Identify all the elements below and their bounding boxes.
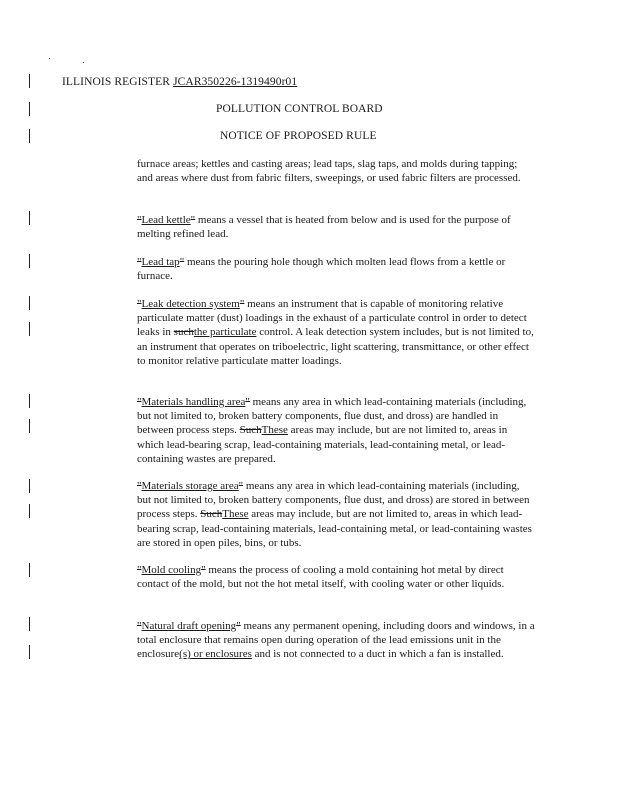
definition-text: control. A leak detection system includes, but is not limited to, an instrument that operates on triboelectric, light scattering, transmittance, or other effect to monitor relative particulate matter loadings. <box>137 326 534 367</box>
revision-bar <box>29 129 30 143</box>
definition-text: means any area in which lead-containing materials (including, but not limited to, broken battery components, flue dust, and dross) are handled in between process steps. <box>137 396 527 437</box>
definition-natural-draft-opening <box>137 619 535 662</box>
revision-bar <box>29 563 30 577</box>
definition-lead-tap <box>137 255 535 283</box>
inserted-text: (s) <box>179 648 191 661</box>
inserted-text: These <box>261 424 288 437</box>
deleted-quote: " <box>137 214 142 226</box>
deleted-quote: " <box>179 256 185 268</box>
deleted-quote: " <box>239 298 245 310</box>
deleted-quote: " <box>137 298 142 310</box>
deleted-quote: " <box>137 256 142 268</box>
definition-text: and is not connected to a duct in which a fan is installed. <box>251 648 504 661</box>
deleted-quote: " <box>137 564 142 576</box>
revision-bar <box>29 296 30 310</box>
deleted-text: Such <box>200 508 223 521</box>
definition-text: means the pouring hole though which molten lead flows from a kettle or furnace. <box>137 256 506 283</box>
deleted-quote: " <box>190 214 196 226</box>
deleted-text: Such <box>239 424 262 437</box>
definition-text: means any area in which lead-containing materials (including, but not limited to, broken battery components, flue dust, and dross) are stored in between process steps. <box>137 480 530 521</box>
defined-term: Natural draft opening <box>141 620 237 632</box>
revision-bar <box>29 322 30 336</box>
deleted-quote: " <box>137 620 142 632</box>
definition-lead-kettle <box>137 213 535 241</box>
definition-leak-detection-system <box>137 297 535 368</box>
defined-term: Materials storage area <box>141 480 239 492</box>
revision-bar <box>29 419 30 433</box>
deleted-quote: " <box>137 480 142 492</box>
revision-bar <box>29 211 30 225</box>
definition-mold-cooling <box>137 563 535 591</box>
deleted-quote: " <box>137 396 142 408</box>
revision-bar <box>29 645 30 659</box>
revision-bar <box>29 617 30 631</box>
scan-speck <box>49 58 50 59</box>
revision-bar <box>29 102 30 116</box>
definition-text: means an instrument that is capable of monitoring relative particulate matter (dust) loadings in the exhaust of a particulate control in order to detect leaks in <box>137 298 527 339</box>
register-label: ILLINOIS REGISTER <box>62 76 171 88</box>
scan-speck <box>83 62 84 63</box>
deleted-quote: " <box>238 480 244 492</box>
deleted-quote: " <box>201 564 206 576</box>
revision-bar <box>29 504 30 518</box>
revision-bar <box>29 394 30 408</box>
paragraph-text: furnace areas; kettles and casting areas; lead taps, slag taps, and molds during tapping; and areas where dust from fabric filters, sweepings, or used fabric filters are processed. <box>137 158 521 185</box>
definition-materials-handling-area <box>137 395 535 466</box>
defined-term: Mold cooling <box>141 564 202 576</box>
deleted-quote: " <box>245 396 250 408</box>
notice-title: NOTICE OF PROPOSED RULE <box>220 130 377 142</box>
revision-bar <box>29 479 30 493</box>
inserted-text: These <box>222 508 249 521</box>
defined-term: Lead kettle <box>141 214 191 226</box>
defined-term: Leak detection system <box>141 298 240 310</box>
deleted-text: such <box>173 326 194 339</box>
revision-bar <box>29 254 30 268</box>
definition-text: areas may include, but are not limited to, areas in which lead-bearing scrap, lead-containing materials, lead-containing metal, or lead-containing wastes are stored in open piles, bins, or tubs. <box>137 508 532 549</box>
inserted-text: or enclosures <box>190 648 252 661</box>
defined-term: Materials handling area <box>141 396 246 408</box>
inserted-text: the particulate <box>193 326 257 339</box>
paragraph-furnace-areas <box>137 157 535 185</box>
definition-text: means the process of cooling a mold containing hot metal by direct contact of the mold, but not the hot metal itself, with cooling water or other liquids. <box>137 564 505 591</box>
definition-text: means any permanent opening, including doors and windows, in a total enclosure that remains open during operation of the lead emissions unit in the enclosure <box>137 620 535 661</box>
board-title: POLLUTION CONTROL BOARD <box>216 103 383 115</box>
register-id: JCAR350226-1319490r01 <box>173 76 298 88</box>
definition-text: areas may include, but are not limited to, areas in which lead-bearing scrap, lead-containing materials, lead-containing metal, or lead-containing wastes are prepared. <box>137 424 508 465</box>
defined-term: Lead tap <box>141 256 180 268</box>
definition-materials-storage-area <box>137 479 535 550</box>
deleted-quote: " <box>236 620 241 632</box>
register-header <box>62 76 297 88</box>
definition-text: means a vessel that is heated from below and is used for the purpose of melting refined lead. <box>137 214 511 241</box>
revision-bar <box>29 74 30 88</box>
